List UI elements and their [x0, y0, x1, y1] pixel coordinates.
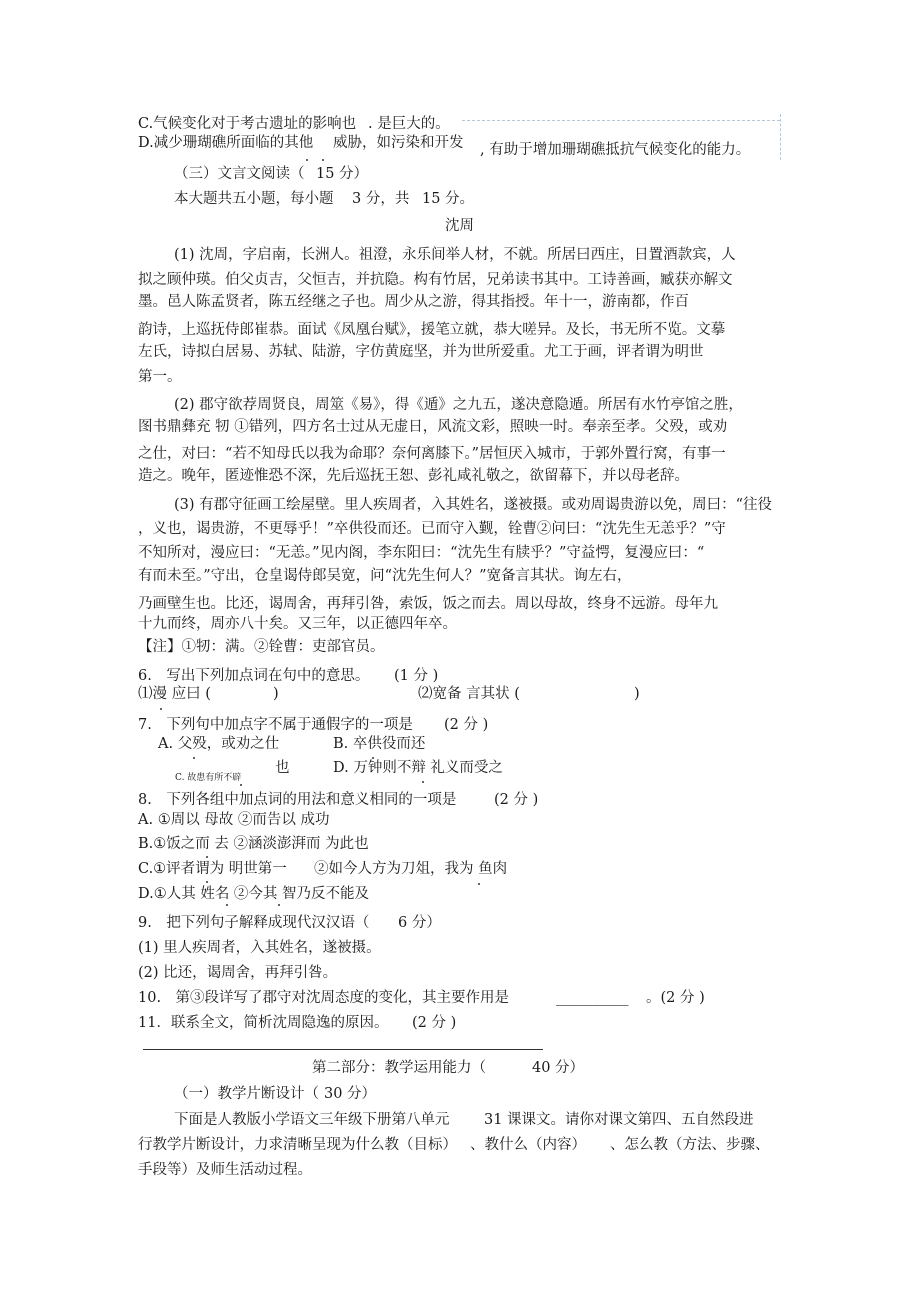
question-6-item-1-close: )	[273, 686, 279, 702]
question-7-option-a: A. 父殁，或劝之仕	[158, 736, 280, 752]
question-6-item-2: ⑵宽备 言其状 (	[418, 686, 520, 702]
option-d-text: D.减少珊瑚礁所面临的其他	[138, 135, 314, 151]
emphasis-dot	[306, 159, 308, 161]
passage-line: 墨。邑人陈孟贤者，陈五经继之子也。周少从之游，得其指授。年十一，游南都，作百	[138, 294, 689, 310]
emphasis-dot	[206, 856, 208, 858]
emphasis-dot	[478, 883, 480, 885]
option-c-tail: . 是巨大的。	[368, 116, 450, 132]
emphasis-dot	[240, 784, 242, 786]
part-2-body: 下面是人教版小学语文三年级下册第八单元	[174, 1112, 450, 1128]
part-2-body: 、怎么教（方法、步骤、	[610, 1137, 770, 1153]
passage-line: 不知所对，漫应曰：“无恙。”见内阁，李东阳曰：“沈先生有牍乎？”守益愕，复漫应曰：“	[138, 545, 705, 561]
question-8: 8. 下列各组中加点词的用法和意义相同的一项是	[138, 792, 457, 808]
question-8-option-c2: ②如今人方为刀俎，我为 鱼肉	[314, 861, 508, 877]
part-2-subheading: （一）教学片断设计（	[174, 1086, 319, 1102]
question-6: 6. 写出下列加点词在句中的意思。	[138, 668, 370, 684]
passage-line: (2) 郡守欲荐周贤良，周筮《易》，得《遁》之九五，遂决意隐遁。所居有水竹亭馆之胜，	[174, 397, 743, 413]
part-2-heading-score: 40 分）	[532, 1060, 585, 1076]
emphasis-dot	[372, 757, 374, 759]
question-7-option-b: B. 卒供役而还	[333, 736, 426, 752]
question-9-sentence-2: (2) 比还，谒周舍，再拜引咎。	[138, 965, 338, 981]
section-intro-a: 本大题共五小题，每小题	[174, 191, 334, 207]
option-d-mid: 威胁，如污染和开发	[333, 135, 464, 151]
passage-note: 【注】①牣：满。②铨曹：吏部官员。	[138, 639, 385, 655]
section-intro-b: 3 分，共	[352, 191, 410, 207]
question-8-option-d: D.①人其 姓名 ②今其 智乃反不能及	[138, 886, 370, 902]
passage-line: 有而未至。”守出，仓皇谒侍郎吴宽，问“沈先生何人？”宽备言其状。询左右，	[138, 568, 632, 584]
question-6-item-1: ⑴漫 应曰 (	[138, 686, 211, 702]
question-6-score: (1 分 )	[394, 668, 439, 684]
question-6-item-2-close: )	[634, 686, 640, 702]
option-d-tail: , 有助于增加珊瑚礁抵抗气候变化的能力。	[480, 142, 751, 158]
passage-line: 之仕，对曰：“若不知母氏以我为命耶？奈何离膝下。”居恒厌入城市，于郭外置行窝，有事一	[138, 446, 726, 462]
emphasis-dot	[206, 881, 208, 883]
passage-line: 十九而终，周亦八十矣。又三年，以正德四年卒。	[138, 616, 457, 632]
question-7-option-c: C. 故患有所不辟	[175, 773, 242, 783]
option-c-text: C.气候变化对于考古遗址的影响也	[138, 116, 357, 132]
emphasis-dot	[193, 757, 195, 759]
frame-right-line	[780, 114, 781, 160]
part-2-body: 31 课课文。请你对课文第四、五自然段进	[484, 1112, 754, 1128]
question-11-score: (2 分 )	[412, 1015, 457, 1031]
section-heading: （三）文言文阅读（	[174, 166, 305, 182]
emphasis-dot	[422, 781, 424, 783]
question-10: 10. 第③段详写了郡守对沈周态度的变化，其主要作用是	[138, 990, 510, 1006]
part-2-subheading-score: 30 分）	[324, 1086, 377, 1102]
part-2-body: 行教学片断设计，力求清晰呈现为什么教（目标）	[138, 1137, 457, 1153]
passage-line: 乃画壁生也。比还，谒周舍，再拜引咎，索饭，饭之而去。周以母故，终身不远游。母年九	[138, 596, 718, 612]
frame-top-line	[462, 120, 780, 121]
passage-line: 拟之顾仲瑛。伯父贞吉，父恒吉，并抗隐。构有竹居，兄弟读书其中。工诗善画，臧获亦解文	[138, 272, 733, 288]
passage-line: (1) 沈周，字启南，长洲人。祖澄，永乐间举人材，不就。所居曰西庄，日置酒款宾，人	[174, 247, 736, 263]
part-2-body: 手段等）及师生活动过程。	[138, 1162, 312, 1178]
emphasis-dot	[278, 904, 280, 906]
question-10-score: 。(2 分 )	[646, 990, 705, 1006]
passage-line: 左氏，诗拟白居易、苏轼、陆游，字仿黄庭坚，并为世所爱重。尤工于画，评者谓为明世	[138, 344, 704, 360]
emphasis-dot	[226, 904, 228, 906]
question-8-option-a: A. ①周以 母故 ②而告以 成功	[138, 812, 330, 828]
passage-line: (3) 有郡守征画工绘屋壁。里人疾周者，入其姓名，遂被摄。或劝周谒贵游以免，周曰：“往役	[174, 497, 773, 513]
passage-line: ，义也，谒贵游，不更辱乎！”卒供役而还。已而守入觐，铨曹②问曰：“沈先生无恙乎？”守	[138, 521, 726, 537]
part-2-heading: 第二部分：教学运用能力（	[312, 1060, 486, 1076]
question-7-option-d: D. 万钟则不辩 礼义而受之	[333, 760, 503, 776]
question-7-option-c-tail: 也	[275, 760, 290, 776]
passage-line: 韵诗，上巡抚侍郎崔恭。面试《凤凰台赋》，援笔立就，恭大嗟异。及长，书无所不览。文摹	[138, 322, 726, 338]
question-9: 9. 把下列句子解释成现代汉汉语（	[138, 915, 370, 931]
question-8-option-b: B.①饭之而 去 ②涵淡澎湃而 为此也	[138, 836, 369, 852]
question-7-score: (2 分 )	[444, 717, 489, 733]
question-9-sentence-1: (1) 里人疾周者，入其姓名，遂被摄。	[138, 940, 381, 956]
emphasis-dot	[160, 708, 162, 710]
section-intro-c: 15 分。	[422, 191, 475, 207]
question-9-score: 6 分）	[398, 915, 441, 931]
part-2-body: 、教什么（内容）	[470, 1137, 586, 1153]
passage-line: 图书鼎彝充 牣 ①错列，四方名士过从无虚日，风流文彩，照映一时。奉亲至孝。父殁，或劝	[138, 419, 728, 435]
emphasis-dot	[322, 159, 324, 161]
passage-line: 第一。	[138, 369, 182, 385]
separator-line	[143, 1049, 543, 1050]
question-8-score: (2 分 )	[494, 792, 539, 808]
passage-line: 造之。晚年，匿迹惟恐不深，先后巡抚王恕、彭礼咸礼敬之，欲留幕下，并以母老辞。	[138, 468, 689, 484]
question-8-option-c1: C.①评者谓为 明世第一	[138, 861, 287, 877]
question-11: 11．联系全文，简析沈周隐逸的原因。	[138, 1015, 389, 1031]
section-heading-score: 15 分）	[316, 166, 369, 182]
question-7: 7. 下列句中加点字不属于通假字的一项是	[138, 717, 413, 733]
passage-title: 沈周	[445, 218, 474, 234]
answer-blank[interactable]: __________	[556, 990, 629, 1006]
